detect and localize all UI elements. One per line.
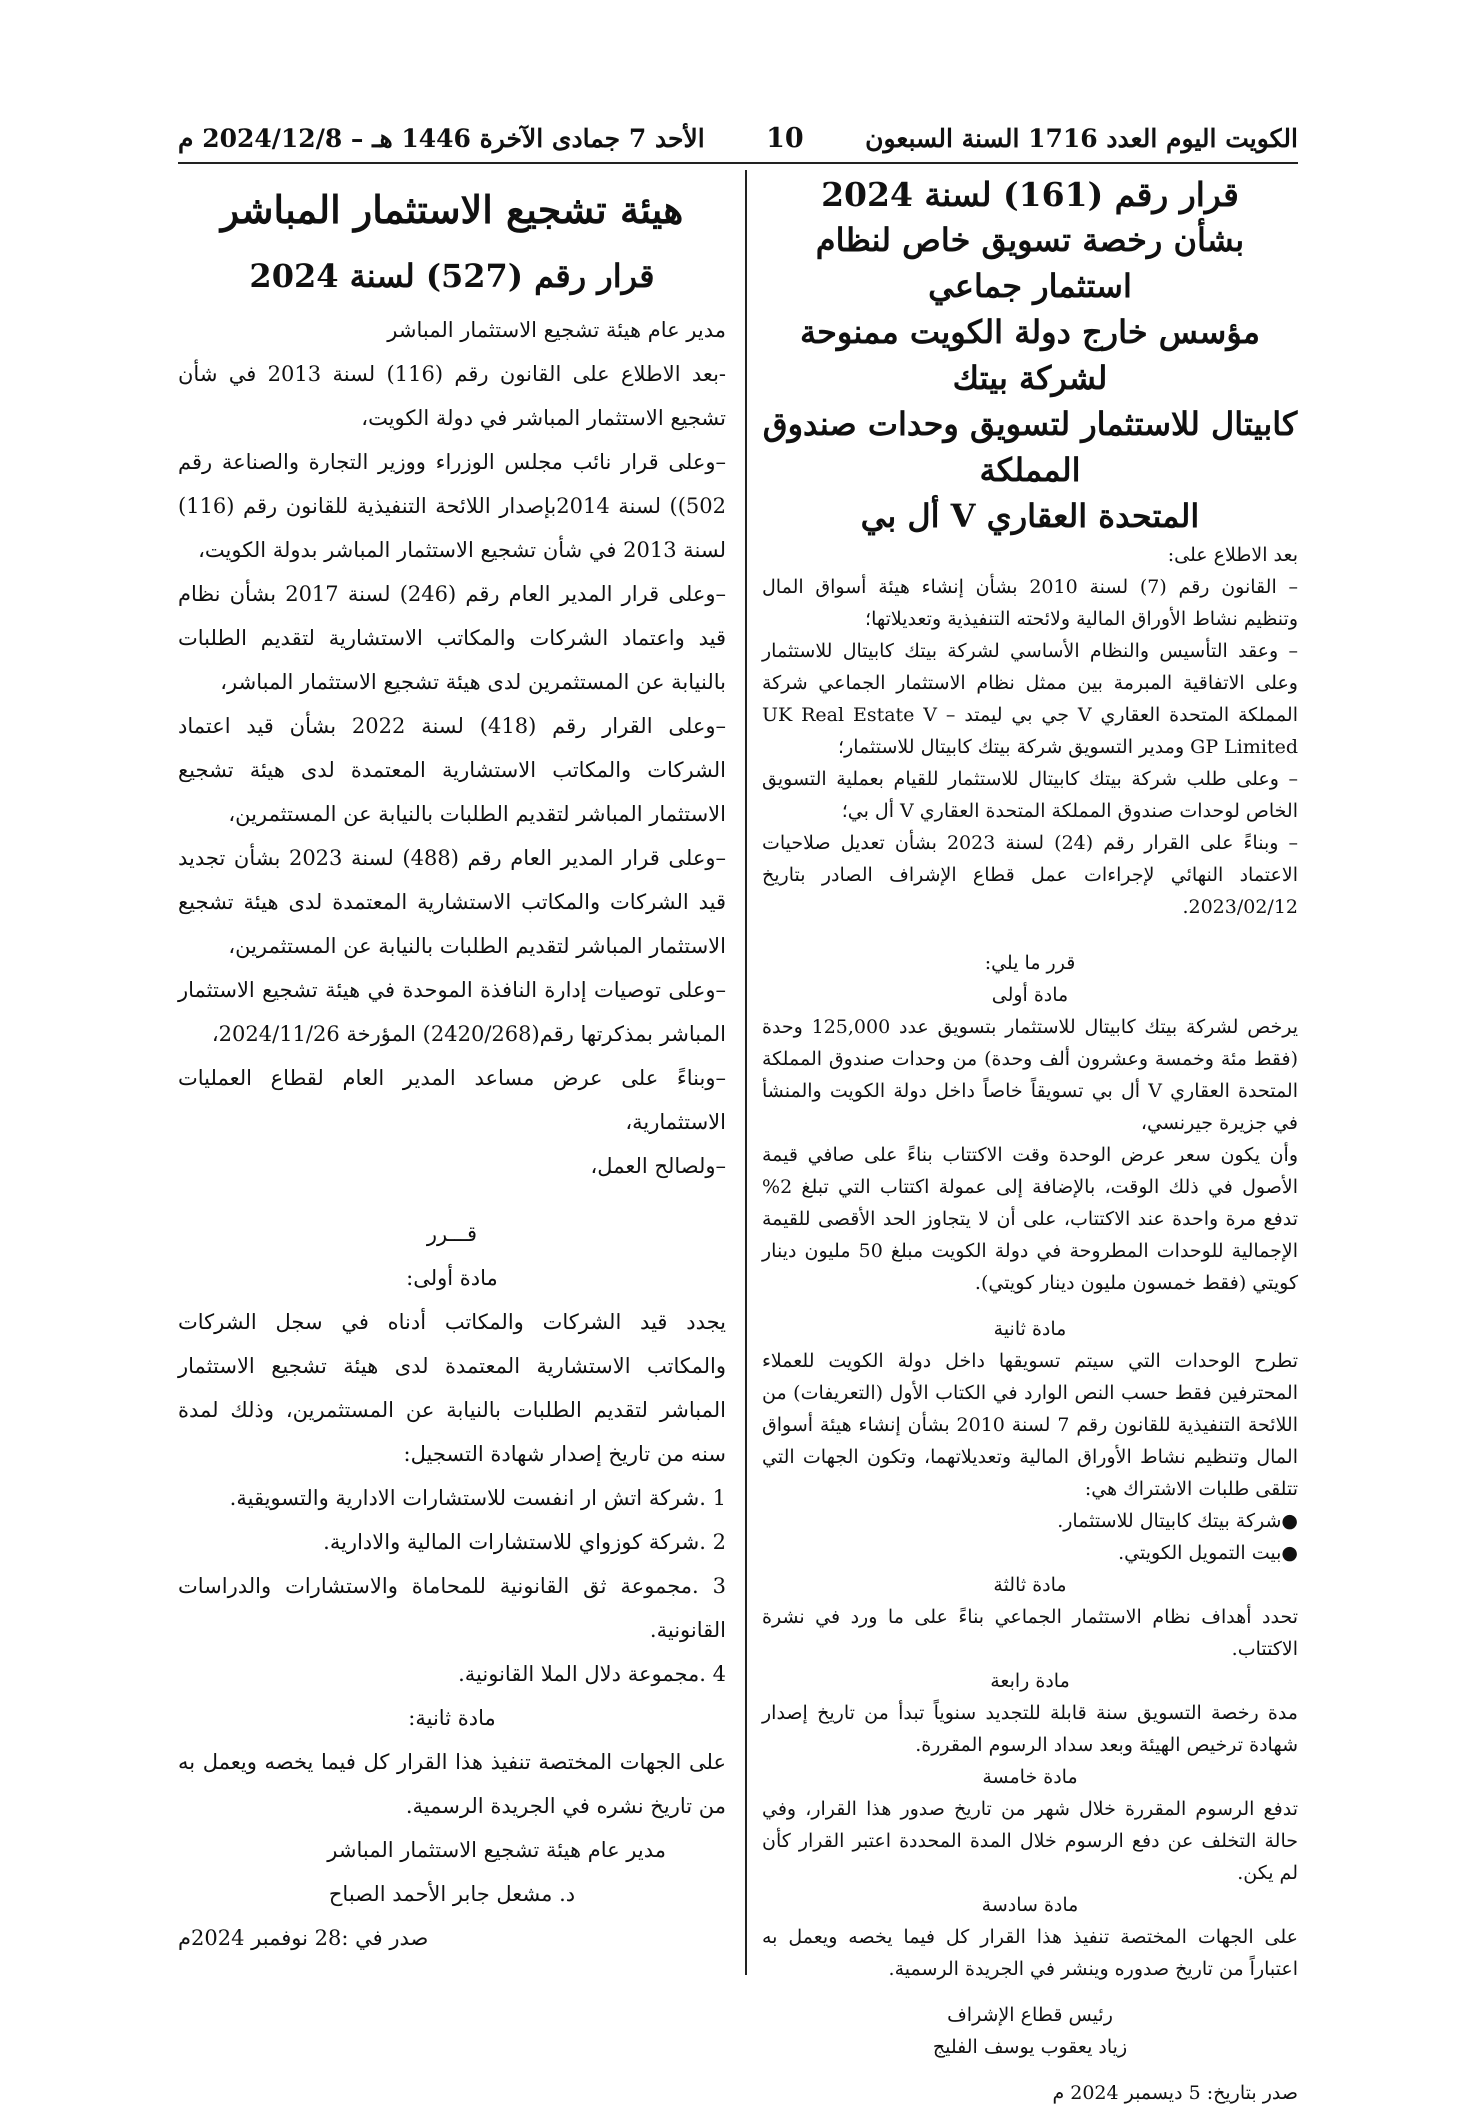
signatory-name: د. مشعل جابر الأحمد الصباح (328, 1882, 576, 1906)
decision-161-subtitle-3: كابيتال للاستثمار لتسويق وحدات صندوق المملكة (762, 405, 1298, 489)
article-1-title: مادة أولى: (406, 1266, 498, 1290)
page-number: 10 (766, 122, 804, 154)
decision-161-subtitle-2: مؤسس خارج دولة الكويت ممنوحة لشركة بيتك (799, 313, 1261, 397)
article-2-title: مادة ثانية (993, 1318, 1067, 1340)
article-4-title: مادة رابعة (990, 1670, 1070, 1692)
company-list-item: 3 .مجموعة ثق القانونية للمحاماة والاستشارات والدراسات القانونية. (178, 1574, 726, 1642)
article-6-text: على الجهات المختصة تنفيذ هذا القرار كل فيما يخصه ويعمل به اعتباراً من تاريخ صدوره وينشر في الجريدة الرسمية. (762, 1926, 1298, 1980)
company-list-item: 1 .شركة اتش ار انفست للاستشارات الادارية والتسويقية. (229, 1486, 726, 1510)
article-1-title: مادة أولى (991, 984, 1069, 1006)
signatory-name: زياد يعقوب يوسف الفليج (932, 2036, 1128, 2058)
article-1-text-2: وأن يكون سعر عرض الوحدة وقت الاكتتاب بناءً على صافي قيمة الأصول في ذلك الوقت، بالإضافة إلى عمولة اكتتاب التي تبلغ 2% تدفع مرة واحدة عند الاكتتاب، على أن لا يتجاوز الحد الأقصى للقيمة الإجمالية للوحدات المطروحة في دولة الكويت مبلغ 50 مليون دينار كويتي (فقط خمسون مليون دينار كويتي). (762, 1144, 1299, 1294)
decision-161-subtitle-1: بشأن رخصة تسويق خاص لنظام استثمار جماعي (815, 221, 1245, 305)
article-2-text: على الجهات المختصة تنفيذ هذا القرار كل فيما يخصه ويعمل به من تاريخ نشره في الجريدة الرسمية. (178, 1750, 726, 1818)
company-list-item: 4 .مجموعة دلال الملا القانونية. (458, 1662, 726, 1686)
decided-heading: قرر ما يلي: (984, 952, 1076, 974)
subscription-entity: ●شركة بيتك كابيتال للاستثمار. (1057, 1510, 1298, 1532)
company-list-item: 2 .شركة كوزواي للاستشارات المالية والادارية. (323, 1530, 726, 1554)
preamble-item: –ولصالح العمل، (590, 1154, 726, 1178)
article-3-title: مادة ثالثة (993, 1574, 1067, 1596)
article-1-text: يرخص لشركة بيتك كابيتال للاستثمار بتسويق عدد 125,000 وحدة (فقط مئة وخمسة وعشرون ألف وحدة) من وحدات صندوق المملكة المتحدة العقاري V أل بي تسويقاً خاصاً داخل دولة الكويت والمنشأ في جزيرة جيرنسي، (762, 1016, 1298, 1134)
issue-date: صدر في :28 نوفمبر 2024م (178, 1926, 429, 1950)
preamble-item: -بعد الاطلاع على القانون رقم (116) لسنة 2013 في شأن تشجيع الاستثمار المباشر في دولة الكويت، (178, 362, 727, 430)
header-issue: الكويت اليوم العدد 1716 السنة السبعون (865, 123, 1298, 153)
decision-527-title: قرار رقم (527) لسنة 2024 (249, 257, 655, 295)
decision-161-column (762, 172, 1298, 2109)
article-5-text: تدفع الرسوم المقررة خلال شهر من تاريخ صدور هذا القرار، وفي حالة التخلف عن دفع الرسوم خلال المدة المحددة اعتبر القرار كأن لم يكن. (762, 1798, 1298, 1884)
article-1-text: يجدد قيد الشركات والمكاتب أدناه في سجل الشركات والمكاتب الاستشارية المعتمدة لدى هيئة تشجيع الاستثمار المباشر لتقديم الطلبات بالنيابة عن المستثمرين، وذلك لمدة سنه من تاريخ إصدار شهادة التسجيل: (178, 1310, 726, 1466)
decision-527-column (178, 172, 726, 1960)
preamble-item: –وعلى قرار المدير العام رقم (488) لسنة 2023 بشأن تجديد قيد الشركات والمكاتب الاستشارية المعتمدة لدى هيئة تشجيع الاستثمار المباشر لتقديم الطلبات بالنيابة عن المستثمرين، (178, 846, 726, 958)
article-2-text: تطرح الوحدات التي سيتم تسويقها داخل دولة الكويت للعملاء المحترفين فقط حسب النص الوارد في الكتاب الأول (التعريفات) من اللائحة التنفيذية للقانون رقم 7 لسنة 2010 بشأن إنشاء هيئة أسواق المال وتنظيم نشاط الأوراق المالية وتعديلاتهما، وتكون الجهات التي تتلقى طلبات الاشتراك هي: (762, 1350, 1298, 1500)
decided-heading: قـــرر (426, 1222, 478, 1246)
article-6-title: مادة سادسة (981, 1894, 1079, 1916)
column-divider (745, 170, 747, 1975)
issue-date: صدر بتاريخ: 5 ديسمبر 2024 م (1052, 2082, 1298, 2104)
issuer-line: مدير عام هيئة تشجيع الاستثمار المباشر (387, 318, 726, 342)
preamble-item: – وعلى طلب شركة بيتك كابيتال للاستثمار للقيام بعملية التسويق الخاص لوحدات صندوق المملكة المتحدة العقاري V أل بي؛ (762, 768, 1298, 822)
decision-161-subtitle-4: المتحدة العقاري V أل بي (860, 497, 1200, 535)
preamble-item: –وعلى قرار المدير العام رقم (246) لسنة 2017 بشأن نظام قيد واعتماد الشركات والمكاتب الاستشارية لتقديم الطلبات بالنيابة عن المستثمرين لدى هيئة تشجيع الاستثمار المباشر، (178, 582, 726, 694)
header-date: الأحد 7 جمادى الآخرة 1446 هـ – 2024/12/8 م (178, 123, 705, 153)
authority-title: هيئة تشجيع الاستثمار المباشر (220, 187, 684, 232)
page-header (178, 118, 1298, 158)
preamble-item: –وعلى القرار رقم (418) لسنة 2022 بشأن قيد اعتماد الشركات والمكاتب الاستشارية المعتمدة لدى هيئة تشجيع الاستثمار المباشر لتقديم الطلبات بالنيابة عن المستثمرين، (178, 714, 726, 826)
header-rule (178, 162, 1298, 164)
decision-161-title: قرار رقم (161) لسنة 2024 (821, 175, 1239, 214)
article-5-title: مادة خامسة (982, 1766, 1078, 1788)
article-2-title: مادة ثانية: (408, 1706, 496, 1730)
preamble-item: –وعلى توصيات إدارة النافذة الموحدة في هيئة تشجيع الاستثمار المباشر بمذكرتها رقم(2420/268) المؤرخة 2024/11/26، (178, 978, 726, 1046)
article-3-text: تحدد أهداف نظام الاستثمار الجماعي بناءً على ما ورد في نشرة الاكتتاب. (762, 1606, 1298, 1660)
subscription-entity: ●بيت التمويل الكويتي. (1118, 1542, 1298, 1564)
signatory-title: مدير عام هيئة تشجيع الاستثمار المباشر (327, 1838, 666, 1862)
preamble-item: –وعلى قرار نائب مجلس الوزراء ووزير التجارة والصناعة رقم 502)) لسنة 2014بإصدار اللائحة التنفيذية للقانون رقم (116) لسنة 2013 في شأن تشجيع الاستثمار المباشر بدولة الكويت، (178, 450, 727, 562)
preamble-item: –وبناءً على عرض مساعد المدير العام لقطاع العمليات الاستثمارية، (178, 1066, 726, 1134)
preamble-item: – وعقد التأسيس والنظام الأساسي لشركة بيتك كابيتال للاستثمار وعلى الاتفاقية المبرمة بين ممثل نظام الاستثمار الجماعي شركة المملكة المتحدة العقاري V جي بي ليمتد – UK Real Estate V GP Limited ومدير التسويق شركة بيتك كابيتال للاستثمار؛ (762, 640, 1298, 758)
preamble-item: – وبناءً على القرار رقم (24) لسنة 2023 بشأن تعديل صلاحيات الاعتماد النهائي لإجراءات عمل قطاع الإشراف الصادر بتاريخ 2023/02/12. (762, 832, 1299, 918)
article-4-text: مدة رخصة التسويق سنة قابلة للتجديد سنوياً تبدأ من تاريخ إصدار شهادة ترخيص الهيئة وبعد سداد الرسوم المقررة. (762, 1702, 1298, 1756)
preamble-item: – القانون رقم (7) لسنة 2010 بشأن إنشاء هيئة أسواق المال وتنظيم نشاط الأوراق المالية ولائحته التنفيذية وتعديلاتها؛ (762, 576, 1298, 630)
preamble-intro: بعد الاطلاع على: (1167, 544, 1298, 566)
signatory-title: رئيس قطاع الإشراف (947, 2004, 1113, 2026)
